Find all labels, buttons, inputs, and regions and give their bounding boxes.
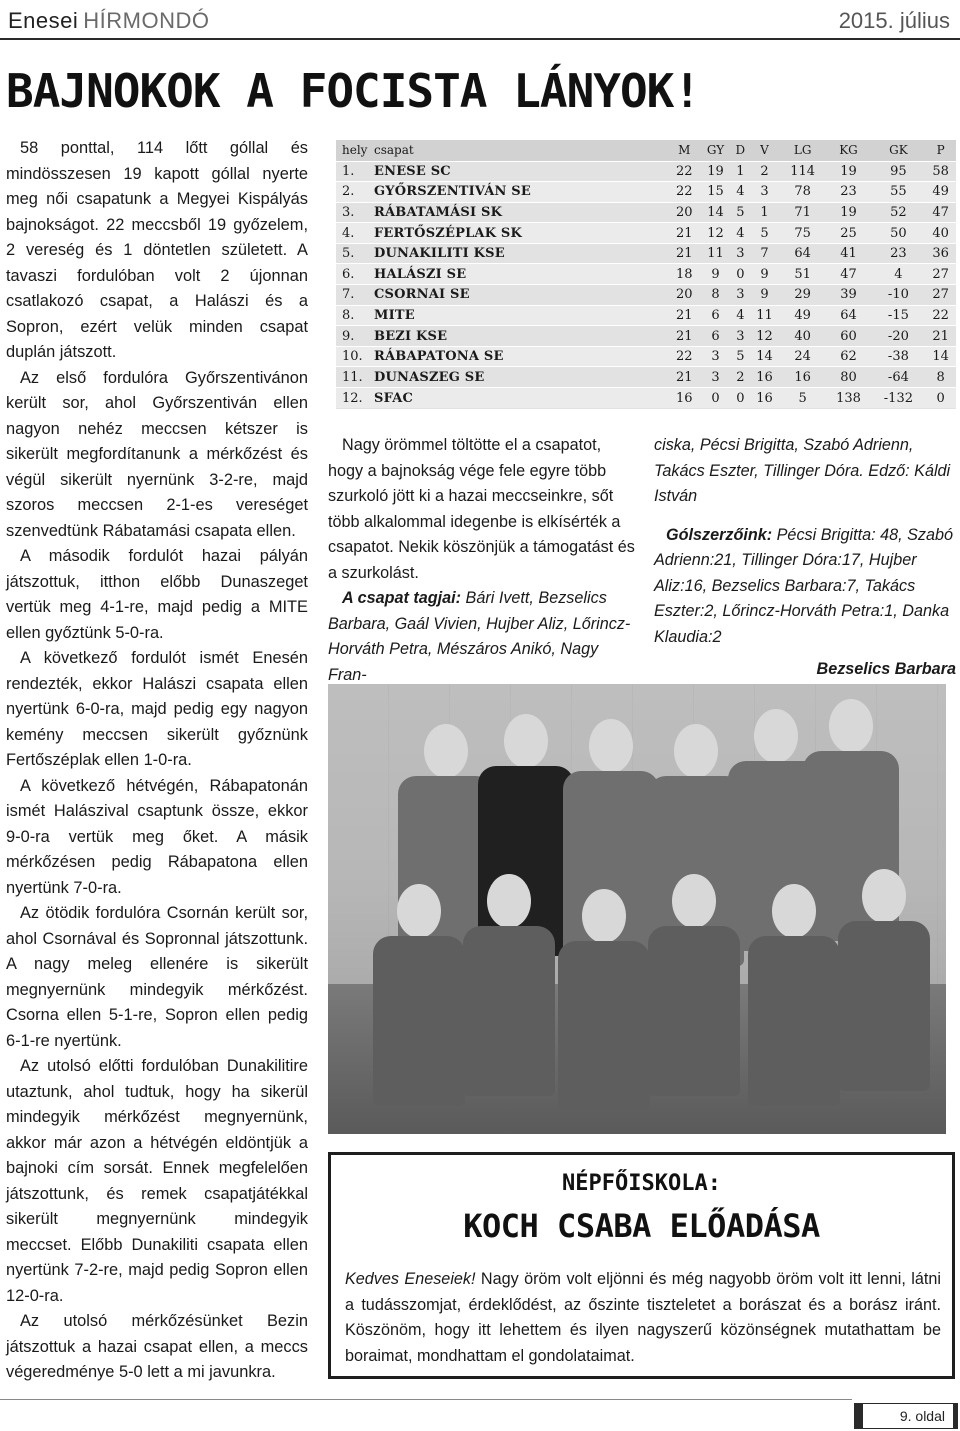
paragraph: Az ötödik fordulóra Csornán került sor, ahol Csornával és Sopronnal játszottunk. A nagy meleg ellenére is sikerült megnyernünk mindegyik mérkőzést. Csorna ellen 5-1-re, Sopron ellen pedig 6-1-re nyertünk. <box>6 904 308 1050</box>
stat-cell: -20 <box>871 326 925 347</box>
stat-cell: 40 <box>780 326 826 347</box>
player-head <box>829 699 873 753</box>
stat-cell: 9 <box>700 264 732 285</box>
paragraph: A következő hétvégén, Rábapatonán ismét Halászival csaptunk össze, ekkor 9-0-ra vertük meg őket. A másik mérkőzésen pedig Rábapatona ellen nyertünk 7-0-ra. <box>6 776 308 897</box>
player-head <box>589 719 633 773</box>
announcement-text <box>345 1267 941 1369</box>
stat-cell: 5 <box>780 388 826 409</box>
stat-cell: 55 <box>871 182 925 203</box>
table-row <box>336 161 956 182</box>
masthead-brand: Enesei <box>8 8 79 33</box>
table-row <box>336 223 956 244</box>
stat-cell: 80 <box>826 367 872 388</box>
stat-cell: 3 <box>749 182 780 203</box>
team-members-continued: ciska, Pécsi Brigitta, Szabó Adrienn, Takács Eszter, Tillinger Dóra. Edző: Káldi István <box>654 436 951 505</box>
stat-cell: 9 <box>749 285 780 306</box>
stat-cell: 16 <box>669 388 700 409</box>
stat-cell: 24 <box>780 346 826 367</box>
page-number-tab <box>854 1403 958 1429</box>
stat-cell: -15 <box>871 305 925 326</box>
stat-cell: 41 <box>826 243 872 264</box>
stat-cell: 5 <box>731 346 749 367</box>
stat-cell: 12 <box>700 223 732 244</box>
team-members <box>328 586 636 688</box>
team-photo <box>328 684 946 1134</box>
stat-cell: 2 <box>749 161 780 182</box>
announcement-title: KOCH CSABA ELŐADÁSA <box>463 1207 820 1245</box>
table-row <box>336 202 956 223</box>
stat-cell: 1 <box>749 202 780 223</box>
stat-cell: 11 <box>700 243 732 264</box>
stat-cell: 95 <box>871 161 925 182</box>
stat-cell: 20 <box>669 285 700 306</box>
stat-cell: 22 <box>669 346 700 367</box>
player-head <box>504 714 548 768</box>
stat-cell: 60 <box>826 326 872 347</box>
team-members-list: Bári Ivett, Bezselics Barbara, Gaál Vivien, Hujber Aliz, Lőrincz-Horváth Petra, Mészáros Anikó, Nagy Fran- <box>328 589 631 684</box>
column-header: KG <box>826 140 872 161</box>
rank-cell: 9. <box>336 326 368 347</box>
stat-cell: 16 <box>749 367 780 388</box>
team-cell: DUNASZEG SE <box>368 367 669 388</box>
masthead <box>8 8 210 34</box>
stat-cell: 0 <box>925 388 956 409</box>
stat-cell: 29 <box>780 285 826 306</box>
stat-cell: 2 <box>731 367 749 388</box>
stat-cell: 4 <box>731 305 749 326</box>
player-head <box>672 874 716 928</box>
team-cell: DUNAKILITI KSE <box>368 243 669 264</box>
article-body-middle <box>328 433 636 688</box>
stat-cell: 50 <box>871 223 925 244</box>
rank-cell: 11. <box>336 367 368 388</box>
player-body <box>748 936 840 1106</box>
rank-cell: 12. <box>336 388 368 409</box>
stat-cell: 23 <box>826 182 872 203</box>
stat-cell: 22 <box>669 161 700 182</box>
rank-cell: 8. <box>336 305 368 326</box>
stat-cell: 21 <box>669 305 700 326</box>
stat-cell: 64 <box>780 243 826 264</box>
goal-scorers <box>654 523 956 651</box>
stat-cell: -10 <box>871 285 925 306</box>
stat-cell: 58 <box>925 161 956 182</box>
stat-cell: 0 <box>731 388 749 409</box>
stat-cell: 22 <box>925 305 956 326</box>
article-body-left <box>6 136 308 1386</box>
stat-cell: 40 <box>925 223 956 244</box>
player-body <box>463 926 555 1096</box>
rank-cell: 6. <box>336 264 368 285</box>
column-header: D <box>731 140 749 161</box>
goal-scorers-list: Pécsi Brigitta: 48, Szabó Adrienn:21, Tillinger Dóra:17, Hujber Aliz:16, Bezselics Barbara:7, Takács Eszter:2, Lőrincz-Horváth Petra:1, Danka Klaudia:2 <box>654 525 953 646</box>
paragraph: A következő fordulót ismét Enesén rendezték, ekkor Halászi csapata ellen nyertünk 6-0-ra, majd pedig egy nagyon kemény meccsen sikerült győznünk Fertőszéplak ellen 1-0-ra. <box>6 649 308 769</box>
stat-cell: 71 <box>780 202 826 223</box>
stat-cell: 11 <box>749 305 780 326</box>
stat-cell: 64 <box>826 305 872 326</box>
team-cell: ENESE SC <box>368 161 669 182</box>
table-row <box>336 264 956 285</box>
player-head <box>754 709 798 763</box>
announcement-body: Nagy öröm volt eljönni és még nagyobb öröm volt itt lenni, látni a tudásszomjat, érdeklődést, az őszinte tiszteletet a borászat és a borász iránt. Köszönöm, hogy itt lehettem és ilyen nagyszerű közönségnek mutathattam be boraimat, mondhattam el gondolataimat. <box>345 1270 941 1365</box>
stat-cell: 36 <box>925 243 956 264</box>
stat-cell: 7 <box>749 243 780 264</box>
player-head <box>862 869 906 923</box>
stat-cell: -64 <box>871 367 925 388</box>
rank-cell: 2. <box>336 182 368 203</box>
paragraph: Nagy örömmel töltötte el a csapatot, hogy a bajnokság vége fele egyre több szurkoló jött ki a hazai meccseinkre, sőt több alkalommal idegenbe is elkísérték a csapatot. Nekik köszönjük a támogatást és a szurkolást. <box>328 436 635 582</box>
stat-cell: 21 <box>669 223 700 244</box>
stat-cell: 20 <box>669 202 700 223</box>
player-head <box>424 724 468 778</box>
stat-cell: 75 <box>780 223 826 244</box>
stat-cell: 51 <box>780 264 826 285</box>
stat-cell: 0 <box>731 264 749 285</box>
stat-cell: 6 <box>700 305 732 326</box>
column-header: M <box>669 140 700 161</box>
stat-cell: 16 <box>780 367 826 388</box>
stat-cell: 21 <box>669 243 700 264</box>
table-row <box>336 182 956 203</box>
stat-cell: 23 <box>871 243 925 264</box>
greeting: Kedves Eneseiek! <box>345 1270 476 1288</box>
announcement-box <box>328 1152 955 1379</box>
stat-cell: 52 <box>871 202 925 223</box>
table-row <box>336 285 956 306</box>
table-row <box>336 388 956 409</box>
stat-cell: 19 <box>826 202 872 223</box>
paragraph: Az utolsó mérkőzésünket Bezin játszottuk a hazai csapat ellen, a meccs végeredménye 5-0 lett a mi javunkra. <box>6 1312 308 1381</box>
column-header: LG <box>780 140 826 161</box>
column-header: csapat <box>368 140 669 161</box>
player-body <box>648 926 740 1096</box>
stat-cell: 21 <box>669 326 700 347</box>
stat-cell: 14 <box>925 346 956 367</box>
team-cell: MITE <box>368 305 669 326</box>
stat-cell: 19 <box>700 161 732 182</box>
table-header-row <box>336 140 956 161</box>
stat-cell: 62 <box>826 346 872 367</box>
stat-cell: 138 <box>826 388 872 409</box>
team-cell: RÁBAPATONA SE <box>368 346 669 367</box>
player-body <box>558 941 650 1111</box>
stat-cell: 18 <box>669 264 700 285</box>
stat-cell: 78 <box>780 182 826 203</box>
team-cell: RÁBATAMÁSI SK <box>368 202 669 223</box>
team-cell: BEZI KSE <box>368 326 669 347</box>
table-row <box>336 326 956 347</box>
team-cell: FERTŐSZÉPLAK SK <box>368 223 669 244</box>
stat-cell: 19 <box>826 161 872 182</box>
team-cell: GYŐRSZENTIVÁN SE <box>368 182 669 203</box>
stat-cell: 3 <box>700 346 732 367</box>
paragraph: A második fordulót hazai pályán játszottuk, itthon előbb Dunaszeget vertük meg 4-1-re, majd pedig a MITE ellen győztünk 5-0-ra. <box>6 547 308 642</box>
team-cell: HALÁSZI SE <box>368 264 669 285</box>
stat-cell: 12 <box>749 326 780 347</box>
player-body <box>373 936 465 1106</box>
stat-cell: 6 <box>700 326 732 347</box>
article-headline: BAJNOKOK A FOCISTA LÁNYOK! <box>6 64 701 118</box>
stat-cell: 3 <box>700 367 732 388</box>
stat-cell: 16 <box>749 388 780 409</box>
team-cell: SFAC <box>368 388 669 409</box>
standings-table-container <box>336 140 956 409</box>
column-header: P <box>925 140 956 161</box>
stat-cell: 9 <box>749 264 780 285</box>
rank-cell: 4. <box>336 223 368 244</box>
stat-cell: 5 <box>731 202 749 223</box>
stat-cell: 47 <box>826 264 872 285</box>
table-row <box>336 305 956 326</box>
stat-cell: 39 <box>826 285 872 306</box>
rank-cell: 3. <box>336 202 368 223</box>
stat-cell: 47 <box>925 202 956 223</box>
paragraph: Az utolsó előtti fordulóban Dunakilitire utaztunk, ahol tudtuk, hogy ha sikerül mindegyik mérkőzést megnyernünk, akkor már azon a hétvégén eldöntjük a bajnoki cím sorsát. Ennek megfelelően játszottunk, és remek csapatjátékkal sikerült megnyernünk mindegyik meccset. Előbb Dunakiliti csapata ellen nyertünk 7-2-re, majd pedig Sopron ellen 12-0-ra. <box>6 1057 308 1305</box>
table-row <box>336 243 956 264</box>
rank-cell: 5. <box>336 243 368 264</box>
stat-cell: 21 <box>925 326 956 347</box>
stat-cell: 3 <box>731 285 749 306</box>
stat-cell: 49 <box>780 305 826 326</box>
stat-cell: 22 <box>669 182 700 203</box>
player-head <box>397 884 441 938</box>
player-head <box>674 724 718 778</box>
stat-cell: 27 <box>925 285 956 306</box>
footer-rule <box>0 1399 852 1425</box>
column-header: V <box>749 140 780 161</box>
table-row <box>336 367 956 388</box>
stat-cell: 4 <box>871 264 925 285</box>
stat-cell: 114 <box>780 161 826 182</box>
stat-cell: 8 <box>700 285 732 306</box>
rank-cell: 10. <box>336 346 368 367</box>
player-body <box>838 921 930 1091</box>
issue-date: 2015. július <box>838 8 950 33</box>
column-header: GY <box>700 140 732 161</box>
stat-cell: -38 <box>871 346 925 367</box>
paragraph: 58 ponttal, 114 lőtt góllal és mindösszesen 19 kapott góllal nyerte meg női csapatunk a Megyei Kispályás bajnokságot. 22 meccsből 19 győzelem, 2 vereség és 1 döntetlen született. A tavaszi fordulóban volt 2 újonnan csatlakozó csapat, a Halászi és a Sopron, ezért velük minden csapat duplán játszott. <box>6 139 308 361</box>
masthead-brand-secondary: HÍRMONDÓ <box>83 8 210 33</box>
column-header: hely <box>336 140 368 161</box>
rank-cell: 7. <box>336 285 368 306</box>
player-head <box>772 884 816 938</box>
stat-cell: 27 <box>925 264 956 285</box>
stat-cell: 8 <box>925 367 956 388</box>
stat-cell: 5 <box>749 223 780 244</box>
column-header: GK <box>871 140 925 161</box>
stat-cell: 4 <box>731 182 749 203</box>
stat-cell: 3 <box>731 243 749 264</box>
stat-cell: 21 <box>669 367 700 388</box>
stat-cell: 4 <box>731 223 749 244</box>
player-head <box>582 889 626 943</box>
stat-cell: 15 <box>700 182 732 203</box>
stat-cell: 0 <box>700 388 732 409</box>
paragraph: Az első fordulóra Győrszentivánon került sor, ahol Győrszentiván ellen nagyon nehéz meccsen kétszer is sikerült megfordítanunk a mérkőzést és végül sikerült nyernünk 3-2-re, majd szoros meccsen 2-1-es vereséget szenvedtünk Rábatamási csapata ellen. <box>6 368 308 540</box>
stat-cell: 25 <box>826 223 872 244</box>
stat-cell: 14 <box>700 202 732 223</box>
standings-table <box>336 140 956 408</box>
announcement-kicker: NÉPFŐISKOLA: <box>562 1171 721 1196</box>
rank-cell: 1. <box>336 161 368 182</box>
team-cell: CSORNAI SE <box>368 285 669 306</box>
page-header <box>0 0 960 40</box>
stat-cell: -132 <box>871 388 925 409</box>
stat-cell: 14 <box>749 346 780 367</box>
stat-cell: 3 <box>731 326 749 347</box>
stat-cell: 1 <box>731 161 749 182</box>
page-number: 9. oldal <box>862 1403 954 1429</box>
player-head <box>487 874 531 928</box>
team-members-label: A csapat tagjai: <box>342 589 462 607</box>
stat-cell: 49 <box>925 182 956 203</box>
article-body-right <box>654 433 956 683</box>
goal-scorers-label: Gólszerzőink: <box>666 525 773 544</box>
author-signature: Bezselics Barbara <box>816 660 956 678</box>
table-row <box>336 346 956 367</box>
